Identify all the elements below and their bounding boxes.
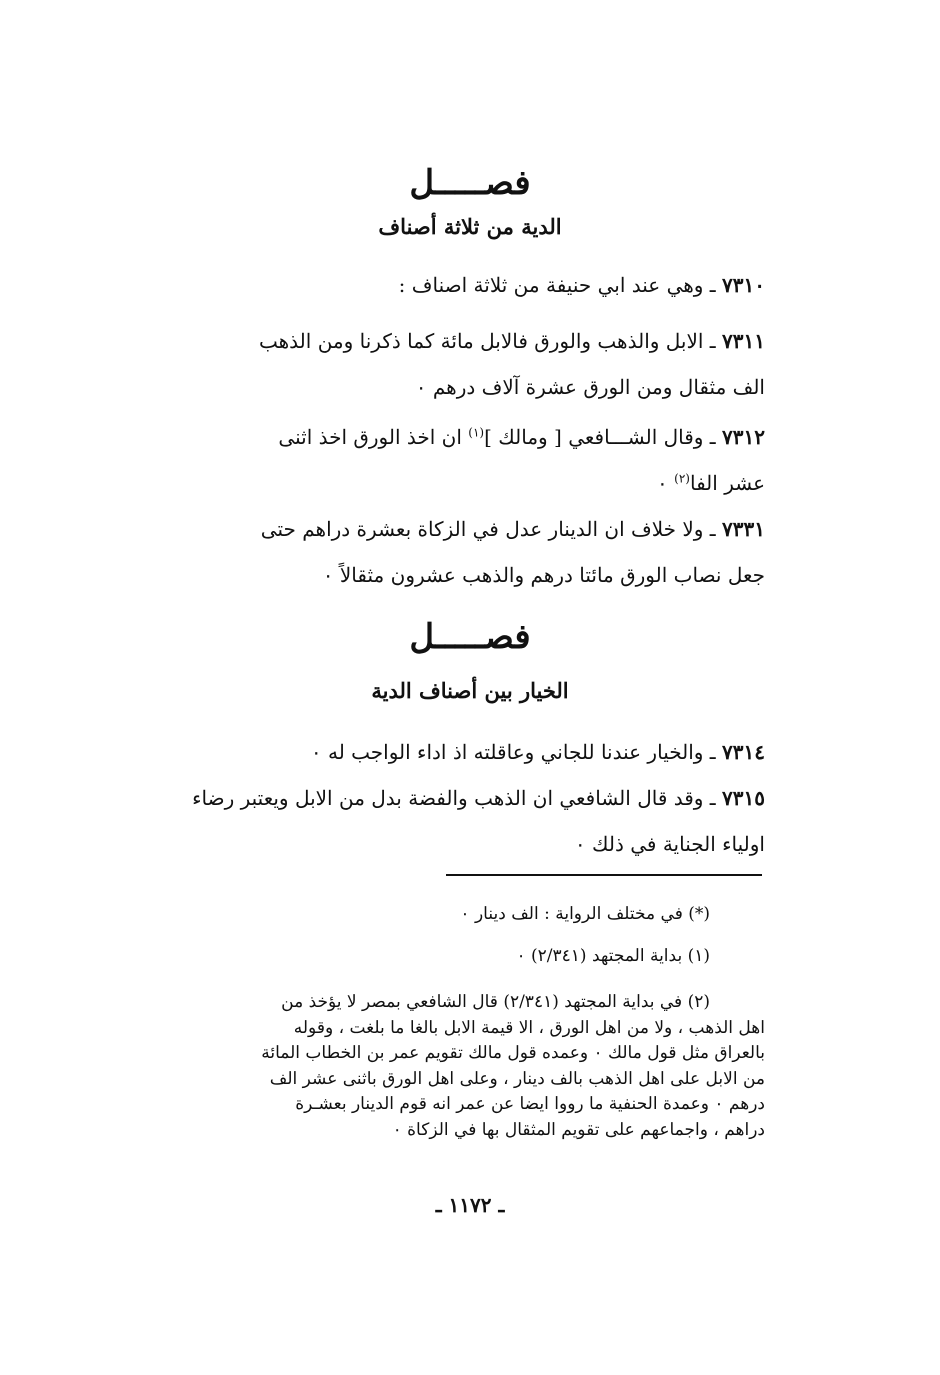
paragraph-7331 <box>125 506 765 598</box>
footnote-1: (١) بداية المجتهد (٢/٣٤١) ٠ <box>516 946 710 966</box>
paragraph-line: ان اخذ الورق اخذ اثنى <box>278 425 469 449</box>
footnote-line: (٢) في بداية المجتهد (٢/٣٤١) قال الشافعي بمصر لا يؤخذ من <box>281 992 710 1012</box>
paragraph-text: ـ وهي عند ابي حنيفة من ثلاثة اصناف : <box>398 273 716 297</box>
paragraph-line: ـ وقد قال الشافعي ان الذهب والفضة بدل من الابل ويعتبر رضاء <box>192 786 716 810</box>
footnote-2 <box>125 990 765 1143</box>
paragraph-number: ٧٣١٥ <box>722 786 765 810</box>
footnote-ref: (٢) <box>674 471 690 486</box>
paragraph-7314 <box>125 729 765 775</box>
footnote-ref: (١) <box>468 425 485 440</box>
footnote-line: اهل الذهب ، ولا من اهل الورق ، الا قيمة الابل بالغا ما بلغت ، وقوله <box>293 1017 765 1038</box>
footnote-star: (*) في مختلف الرواية : الف دينار ٠ <box>460 904 710 924</box>
section-heading-1: الدية من ثلاثة أصناف <box>378 214 562 239</box>
paragraph-line: ـ ولا خلاف ان الدينار عدل في الزكاة بعشرة دراهم حتى <box>260 517 716 541</box>
paragraph-line: عشر الفا <box>689 471 765 495</box>
paragraph-line: ـ الابل والذهب والورق فالابل مائة كما ذكرنا ومن الذهب <box>259 329 716 353</box>
footnote-line: بالعراق مثل قول مالك ٠ وعمده قول مالك تقويم عمر بن الخطاب المائة <box>261 1043 765 1063</box>
paragraph-line: ٠ <box>657 471 675 495</box>
paragraph-7310 <box>125 262 765 308</box>
section-title-fasl-2: فصـــــل <box>409 617 531 657</box>
paragraph-text: ـ والخيار عندنا للجاني وعاقلته اذ اداء الواجب له ٠ <box>310 740 716 764</box>
paragraph-number: ٧٣١٢ <box>722 425 765 449</box>
section-heading-2: الخيار بين أصناف الدية <box>371 678 569 703</box>
paragraph-line: جعل نصاب الورق مائتا درهم والذهب عشرون مثقالاً ٠ <box>322 563 765 587</box>
paragraph-7315 <box>125 775 765 867</box>
footnote-line: درهم ٠ وعمدة الحنفية ما رووا ايضا عن عمر انه قوم الدينار بعشـرة <box>295 1094 765 1114</box>
footnote-line: من الابل على اهل الذهب بالف دينار ، وعلى اهل الورق باثنى عشر الف <box>269 1068 765 1089</box>
footnote-line: دراهم ، واجماعهم على تقويم المثقال بها في الزكاة ٠ <box>392 1119 765 1140</box>
paragraph-line: ـ وقال الشـــافعي [ ومالك ] <box>484 425 716 449</box>
paragraph-line: الف مثقال ومن الورق عشرة آلاف درهم ٠ <box>415 375 765 399</box>
paragraph-number: ٧٣٣١ <box>722 517 765 541</box>
paragraph-7312 <box>125 414 765 506</box>
paragraph-number: ٧٣١١ <box>722 329 765 353</box>
paragraph-number: ٧٣١٤ <box>722 740 765 764</box>
section-title-fasl-1: فصـــــل <box>409 163 531 203</box>
paragraph-number: ٧٣١٠ <box>722 273 765 297</box>
paragraph-line: اولياء الجناية في ذلك ٠ <box>574 832 765 856</box>
paragraph-7311 <box>125 318 765 410</box>
footnote-divider <box>446 874 762 876</box>
page-number: ـ ١١٧٢ ـ <box>435 1193 505 1217</box>
